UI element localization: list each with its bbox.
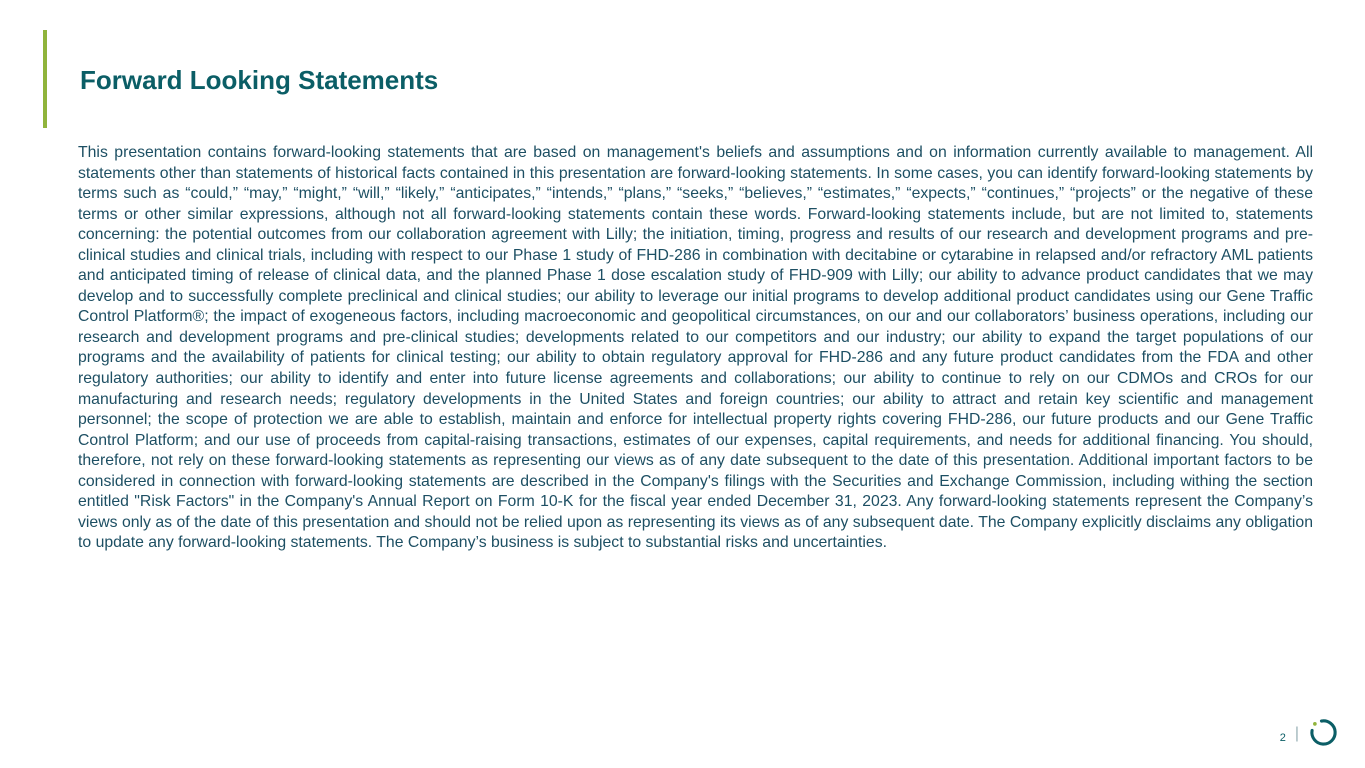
slide-footer: [1280, 716, 1339, 747]
footer-separator: |: [1294, 724, 1299, 742]
title-accent-bar: [43, 30, 47, 128]
logo-green-dot: [1313, 722, 1317, 726]
forward-looking-statements-paragraph: This presentation contains forward-looking statements that are based on management's beliefs and assumptions and on information currently available to management. All statements other than statements of historical facts contained in this presentation are forward-looking statements. In some cases, you can identify forward-looking statements by terms such as “could,” “may,” “might,” “will,” “likely,” “anticipates,” “intends,” “plans,” “seeks,” “believes,” “estimates,” “expects,” “continues,” “projects” or the negative of these terms or other similar expressions, although not all forward-looking statements contain these words. Forward-looking statements include, but are not limited to, statements concerning: the potential outcomes from our collaboration agreement with Lilly; the initiation, timing, progress and results of our research and development programs and pre-clinical studies and clinical trials, including with respect to our Phase 1 study of FHD-286 in combination with decitabine or cytarabine in relapsed and/or refractory AML patients and anticipated timing of release of clinical data, and the planned Phase 1 dose escalation study of FHD-909 with Lilly; our ability to advance product candidates that we may develop and to successfully complete preclinical and clinical studies; our ability to leverage our initial programs to develop additional product candidates using our Gene Traffic Control Platform®; the impact of exogeneous factors, including macroeconomic and geopolitical circumstances, on our and our collaborators’ business operations, including our research and development programs and pre-clinical studies; developments related to our competitors and our industry; our ability to expand the target populations of our programs and the availability of patients for clinical testing; our ability to obtain regulatory approval for FHD-286 and any future product candidates from the FDA and other regulatory authorities; our ability to identify and enter into future license agreements and collaborations; our ability to continue to rely on our CDMOs and CROs for our manufacturing and research needs; regulatory developments in the United States and foreign countries; our ability to attract and retain key scientific and management personnel; the scope of protection we are able to establish, maintain and enforce for intellectual property rights covering FHD-286, our future products and our Gene Traffic Control Platform; and our use of proceeds from capital-raising transactions, estimates of our expenses, capital requirements, and needs for additional financing. You should, therefore, not rely on these forward-looking statements as representing our views as of any date subsequent to the date of this presentation. Additional important factors to be considered in connection with forward-looking statements are described in the Company's filings with the Securities and Exchange Commission, including withing the section entitled "Risk Factors" in the Company's Annual Report on Form 10-K for the fiscal year ended December 31, 2023. Any forward-looking statements represent the Company’s views only as of the date of this presentation and should not be relied upon as representing its views as of any subsequent date. The Company explicitly disclaims any obligation to update any forward-looking statements. The Company’s business is subject to substantial risks and uncertainties.: [78, 144, 1313, 552]
company-ring-logo-icon: [1308, 716, 1339, 747]
slide-title: Forward Looking Statements: [80, 65, 439, 95]
page-number: 2: [1279, 731, 1286, 744]
